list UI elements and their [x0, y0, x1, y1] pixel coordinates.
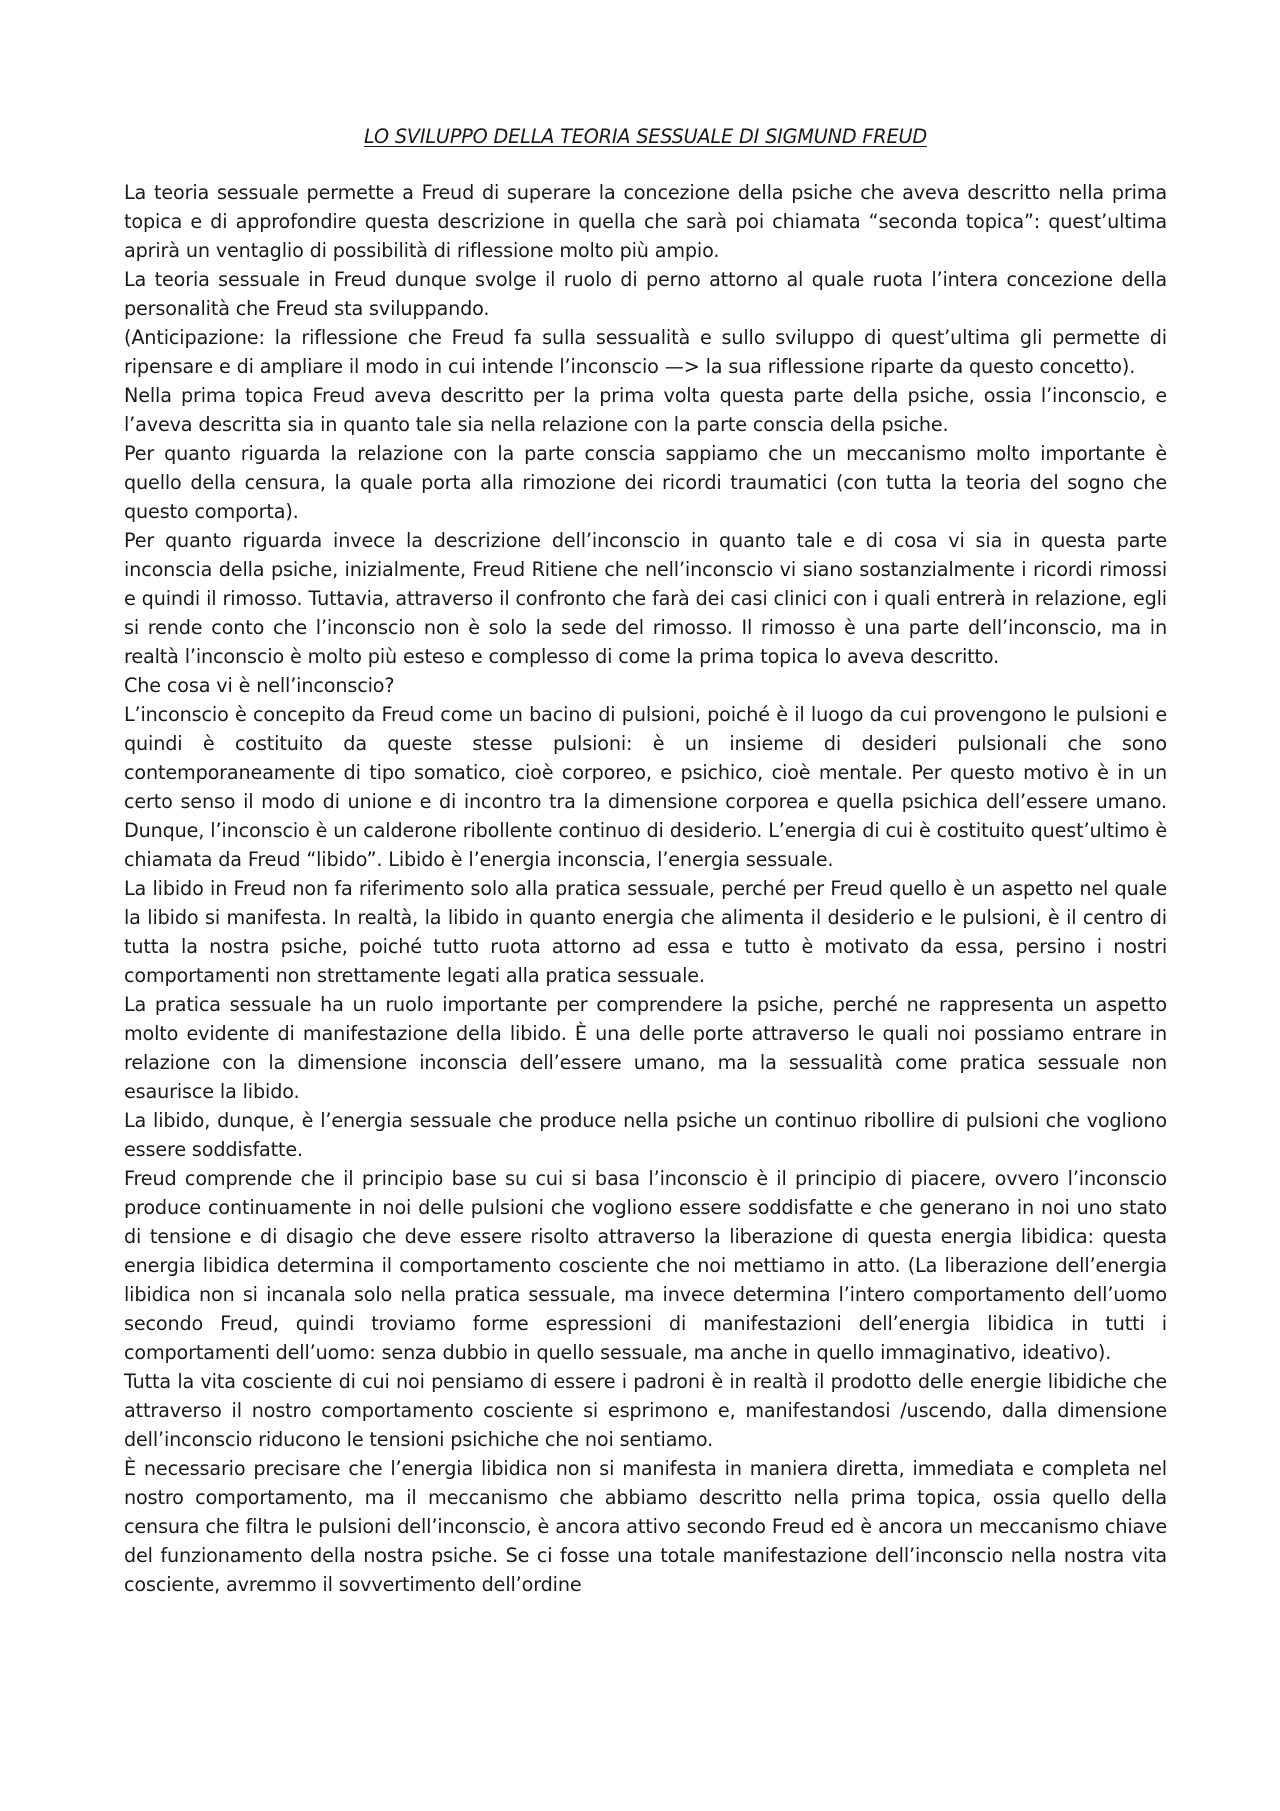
paragraph: La pratica sessuale ha un ruolo importante per comprendere la psiche, perché ne rappresenta un aspetto molto evidente di manifestazione della libido. È una delle porte attraverso le quali noi possiamo entrare in relazione con la dimensione inconscia dell’essere umano, ma la sessualità come pratica sessuale non esaurisce la libido. [124, 993, 1167, 1103]
paragraph: Tutta la vita cosciente di cui noi pensiamo di essere i padroni è in realtà il prodotto delle energie libidiche che attraverso il nostro comportamento cosciente si esprimono e, manifestandosi /uscendo, dalla dimensione dell’inconscio riducono le tensioni psichiche che noi sentiamo. [124, 1370, 1167, 1451]
paragraph: L’inconscio è concepito da Freud come un bacino di pulsioni, poiché è il luogo da cui provengono le pulsioni e quindi è costituito da queste stesse pulsioni: è un insieme di desideri pulsionali che sono contemporaneamente di tipo somatico, cioè corporeo, e psichico, cioè mentale. Per questo motivo è in un certo senso il modo di unione e di incontro tra la dimensione corporea e quella psichica dell’essere umano. Dunque, l’inconscio è un calderone ribollente continuo di desiderio. L’energia di cui è costituito quest’ultimo è chiamata da Freud “libido”. Libido è l’energia inconscia, l’energia sessuale. [124, 703, 1167, 871]
document-body [124, 122, 1167, 1599]
paragraph: Che cosa vi è nell’inconscio? [124, 674, 395, 697]
paragraph: La libido, dunque, è l’energia sessuale che produce nella psiche un continuo ribollire di pulsioni che vogliono essere soddisfatte. [124, 1109, 1167, 1161]
document-title: LO SVILUPPO DELLA TEORIA SESSUALE DI SIGMUND FREUD [364, 125, 927, 148]
paragraph: È necessario precisare che l’energia libidica non si manifesta in maniera diretta, immediata e completa nel nostro comportamento, ma il meccanismo che abbiamo descritto nella prima topica, ossia quello della censura che filtra le pulsioni dell’inconscio, è ancora attivo secondo Freud ed è ancora un meccanismo chiave del funzionamento della nostra psiche. Se ci fosse una totale manifestazione dell’inconscio nella nostra vita cosciente, avremmo il sovvertimento dell’ordine [124, 1457, 1167, 1596]
paragraph-list [124, 178, 1167, 1599]
paragraph: Nella prima topica Freud aveva descritto per la prima volta questa parte della psiche, ossia l’inconscio, e l’aveva descritta sia in quanto tale sia nella relazione con la parte conscia della psiche. [124, 384, 1167, 436]
paragraph: La teoria sessuale permette a Freud di superare la concezione della psiche che aveva descritto nella prima topica e di approfondire questa descrizione in quella che sarà poi chiamata “seconda topica”: quest’ultima aprirà un ventaglio di possibilità di riflessione molto più ampio. [124, 181, 1167, 262]
paragraph: La libido in Freud non fa riferimento solo alla pratica sessuale, perché per Freud quello è un aspetto nel quale la libido si manifesta. In realtà, la libido in quanto energia che alimenta il desiderio e le pulsioni, è il centro di tutta la nostra psiche, poiché tutto ruota attorno ad essa e tutto è motivato da essa, persino i nostri comportamenti non strettamente legati alla pratica sessuale. [124, 877, 1167, 987]
paragraph: La teoria sessuale in Freud dunque svolge il ruolo di perno attorno al quale ruota l’intera concezione della personalità che Freud sta sviluppando. [124, 268, 1167, 320]
paragraph: Per quanto riguarda invece la descrizione dell’inconscio in quanto tale e di cosa vi sia in questa parte inconscia della psiche, inizialmente, Freud Ritiene che nell’inconscio vi siano sostanzialmente i ricordi rimossi e quindi il rimosso. Tuttavia, attraverso il confronto che farà dei casi clinici con i quali entrerà in relazione, egli si rende conto che l’inconscio non è solo la sede del rimosso. Il rimosso è una parte dell’inconscio, ma in realtà l’inconscio è molto più esteso e complesso di come la prima topica lo aveva descritto. [124, 529, 1167, 668]
paragraph: Freud comprende che il principio base su cui si basa l’inconscio è il principio di piacere, ovvero l’inconscio produce continuamente in noi delle pulsioni che vogliono essere soddisfatte e che generano in noi uno stato di tensione e di disagio che deve essere risolto attraverso la liberazione di questa energia libidica: questa energia libidica determina il comportamento cosciente che noi mettiamo in atto. (La liberazione dell’energia libidica non si incanala solo nella pratica sessuale, ma invece determina l’intero comportamento dell’uomo secondo Freud, quindi troviamo forme espressioni di manifestazioni dell’energia libidica in tutti i comportamenti dell’uomo: senza dubbio in quello sessuale, ma anche in quello immaginativo, ideativo). [124, 1167, 1167, 1364]
paragraph: Per quanto riguarda la relazione con la parte conscia sappiamo che un meccanismo molto importante è quello della censura, la quale porta alla rimozione dei ricordi traumatici (con tutta la teoria del sogno che questo comporta). [124, 442, 1167, 523]
paragraph: (Anticipazione: la riflessione che Freud fa sulla sessualità e sullo sviluppo di quest’ultima gli permette di ripensare e di ampliare il modo in cui intende l’inconscio —> la sua riflessione riparte da questo concetto). [124, 326, 1167, 378]
